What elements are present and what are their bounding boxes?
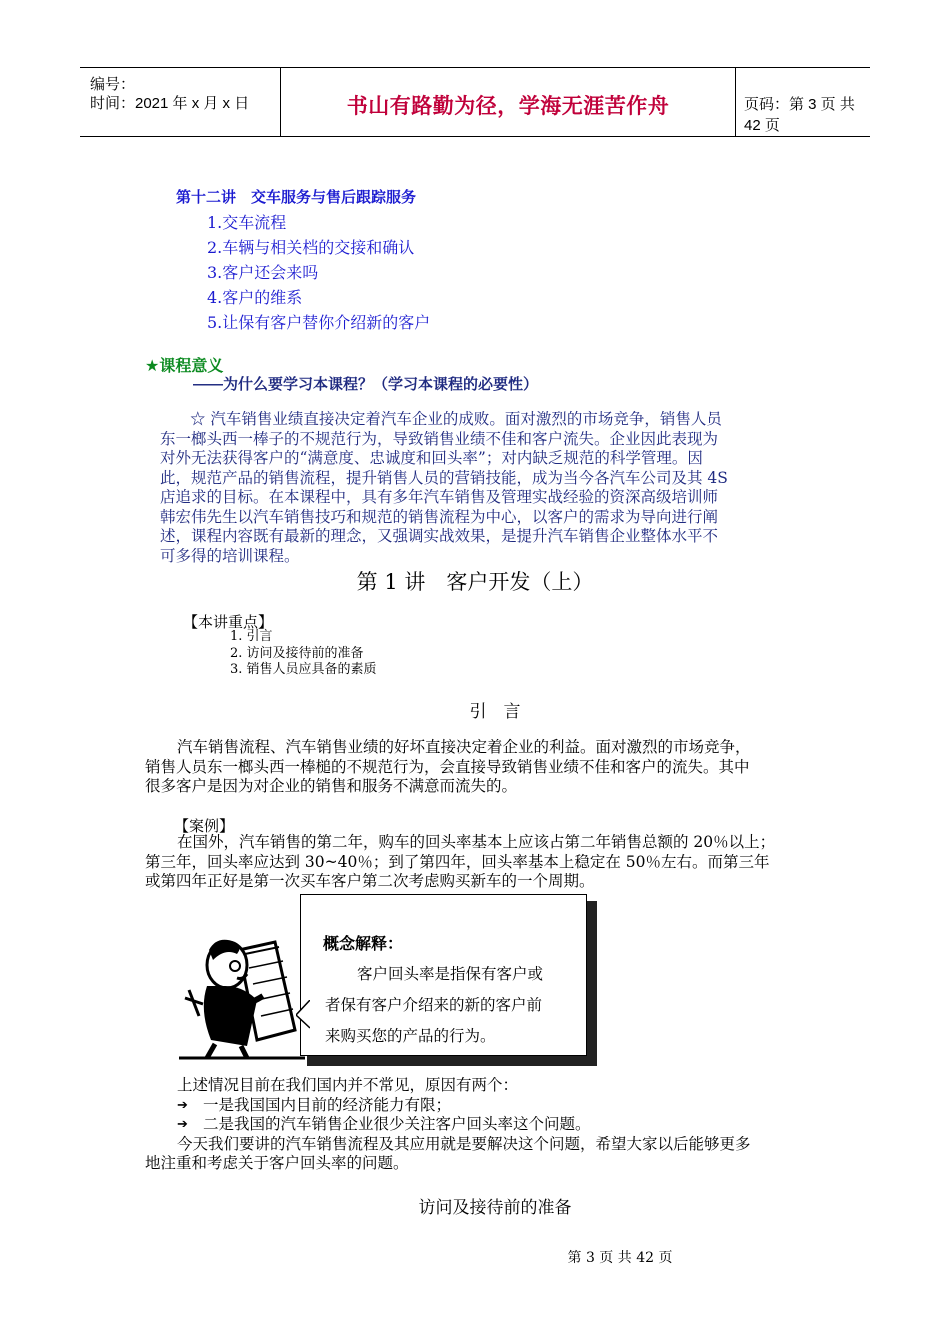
text-line: 店追求的目标。在本课程中，具有多年汽车销售及管理实战经验的资深高级培训师 bbox=[160, 488, 719, 506]
meaning-subheading: ——为什么要学习本课程？（学习本课程的必要性） bbox=[193, 376, 539, 393]
intro-title: 引 言 bbox=[469, 702, 521, 722]
text-line: 韩宏伟先生以汽车销售技巧和规范的销售流程为中心，以客户的需求为导向进行阐 bbox=[160, 507, 719, 526]
meaning-heading: ★课程意义 bbox=[145, 358, 224, 375]
header-meta-cell bbox=[80, 68, 281, 136]
outline-item: 4.客户的维系 bbox=[207, 288, 303, 307]
text-line: 或第四年正好是第一次买车客户第二次考虑购买新车的一个周期。 bbox=[145, 872, 595, 890]
concept-title: 概念解释： bbox=[323, 936, 404, 953]
time-label: 时间：2021 年 x 月 x 日 bbox=[90, 95, 250, 112]
key-point: 2. 访问及接待前的准备 bbox=[230, 645, 364, 661]
text-line: 对外无法获得客户的“满意度、忠诚度和回头率”；对内缺乏规范的科学管理。因 bbox=[160, 449, 703, 467]
man-reading-illustration bbox=[177, 920, 307, 1066]
text-line: 此，规范产品的销售流程，提升销售人员的营销技能，成为当今各汽车公司及其 4S bbox=[160, 468, 728, 487]
key-point: 3. 销售人员应具备的素质 bbox=[230, 662, 377, 677]
concept-text bbox=[325, 959, 585, 1052]
outline-item: 1.交车流程 bbox=[207, 213, 287, 232]
lecture-title: 第 1 讲 客户开发（上） bbox=[356, 570, 594, 594]
text-line: 第三年，回头率应达到 30~40％；到了第四年，回头率基本上稳定在 50％左右。而第三年 bbox=[145, 852, 770, 871]
key-point: 1. 引言 bbox=[230, 629, 273, 644]
arrow-right-icon: ➔ bbox=[177, 1117, 188, 1132]
intro-paragraph bbox=[145, 738, 825, 797]
reason-item: ➔ 二是我国的汽车销售企业很少关注客户回头率这个问题。 bbox=[177, 1115, 591, 1133]
case-label: 【案例】 bbox=[174, 817, 235, 835]
text-line: 汽车销售流程、汽车销售业绩的好坏直接决定着企业的利益。面对激烈的市场竞争， bbox=[177, 738, 751, 756]
reason-item: ➔ 一是我国国内目前的经济能力有限； bbox=[177, 1095, 452, 1114]
arrow-right-icon: ➔ bbox=[177, 1097, 188, 1113]
reasons-paragraph bbox=[145, 1076, 835, 1174]
text-line: 东一榔头西一棒子的不规范行为，导致销售业绩不佳和客户流失。企业因此表现为 bbox=[160, 429, 719, 448]
outline-item: 2.车辆与相关档的交接和确认 bbox=[207, 238, 415, 257]
text-line: 客户回头率是指保有客户或 bbox=[357, 965, 544, 983]
text-line: 地注重和考虑关于客户回头率的问题。 bbox=[145, 1154, 409, 1172]
text-line: 销售人员东一榔头西一棒槌的不规范行为，会直接导致销售业绩不佳和客户的流失。其中 bbox=[145, 757, 750, 776]
header-table bbox=[80, 67, 870, 137]
outline-item: 3.客户还会来吗 bbox=[207, 263, 319, 282]
text-line: ☆ 汽车销售业绩直接决定着汽车企业的成败。面对激烈的市场竞争，销售人员 bbox=[190, 410, 722, 428]
concept-box bbox=[300, 894, 587, 1056]
page-label: 页码：第 3 页 共 42 页 bbox=[744, 96, 855, 134]
text-line: 很多客户是因为对企业的销售和服务不满意而流失的。 bbox=[145, 777, 518, 795]
text-line: 述，课程内容既有最新的理念，又强调实战效果，是提升汽车销售企业整体水平不 bbox=[160, 527, 719, 545]
meaning-paragraph bbox=[160, 410, 800, 566]
next-section-title: 访问及接待前的准备 bbox=[418, 1198, 572, 1218]
key-points-label: 【本讲重点】 bbox=[183, 613, 274, 631]
header-page-cell bbox=[736, 68, 870, 136]
motto: 书山有路勤为径，学海无涯苦作舟 bbox=[346, 95, 670, 118]
header-motto-cell bbox=[281, 68, 736, 136]
text-line: 来购买您的产品的行为。 bbox=[325, 1027, 496, 1045]
key-points-list bbox=[230, 629, 377, 679]
text-line: 在国外，汽车销售的第二年，购车的回头率基本上应该占第二年销售总额的 20％以上； bbox=[177, 833, 776, 851]
number-label: 编号： bbox=[90, 76, 136, 93]
outline-title: 第十二讲 交车服务与售后跟踪服务 bbox=[176, 189, 417, 206]
text-line: 者保有客户介绍来的新的客户前 bbox=[325, 996, 543, 1014]
text-line: 今天我们要讲的汽车销售流程及其应用就是要解决这个问题，希望大家以后能够更多 bbox=[177, 1134, 751, 1153]
speech-pointer bbox=[296, 1000, 310, 1030]
text-line: 可多得的培训课程。 bbox=[160, 546, 300, 565]
page-footer: 第 3 页 共 42 页 bbox=[567, 1250, 673, 1266]
text-line: 上述情况目前在我们国内并不常见，原因有两个： bbox=[177, 1076, 519, 1094]
outline-list bbox=[207, 210, 430, 335]
case-paragraph bbox=[145, 833, 825, 892]
outline-item: 5.让保有客户替你介绍新的客户 bbox=[207, 313, 431, 332]
